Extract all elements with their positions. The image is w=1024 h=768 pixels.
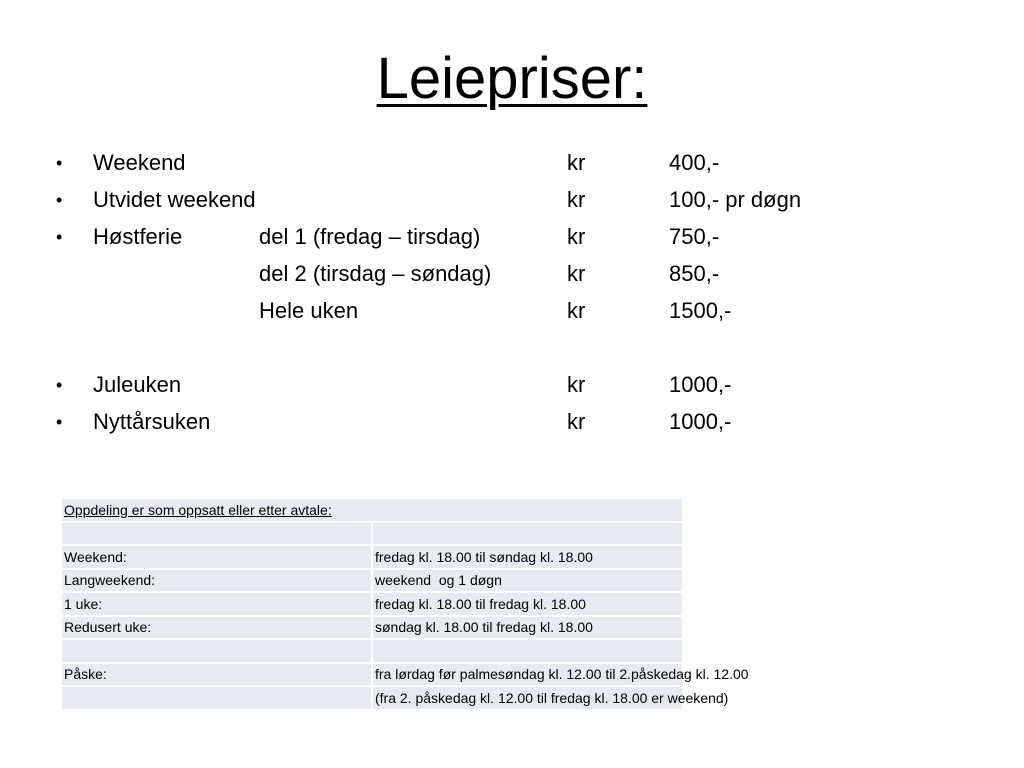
table-header-row — [61, 498, 683, 522]
price-label: Juleuken — [93, 372, 182, 397]
price-row-weekend — [0, 149, 1024, 177]
bullet: • — [56, 227, 63, 247]
price-value: 850,- — [669, 261, 720, 286]
price-value: 1500,- — [669, 298, 732, 323]
term-value — [372, 639, 683, 663]
price-value: 400,- — [669, 150, 720, 175]
table-row — [61, 663, 683, 687]
term-value: fra lørdag før palmesøndag kl. 12.00 til 2.påskedag kl. 12.00 — [372, 663, 683, 687]
term-key — [61, 639, 372, 663]
term-value: fredag kl. 18.00 til søndag kl. 18.00 — [372, 545, 683, 569]
price-label: Utvidet weekend — [93, 187, 256, 212]
table-header: Oppdeling er som oppsatt eller etter avtale: — [61, 498, 683, 522]
term-key — [61, 686, 372, 710]
price-row-hostferie-del-2 — [0, 260, 1024, 288]
term-key: Redusert uke: — [61, 616, 372, 640]
term-value: fredag kl. 18.00 til fredag kl. 18.00 — [372, 592, 683, 616]
price-label: Weekend — [93, 150, 186, 175]
currency-label: kr — [567, 261, 586, 286]
price-value: 750,- — [669, 224, 720, 249]
bullet: • — [56, 190, 63, 210]
term-key: Weekend: — [61, 545, 372, 569]
currency-label: kr — [567, 372, 586, 397]
price-sublabel: del 1 (fredag – tirsdag) — [259, 224, 481, 249]
price-row-hele-uken — [0, 297, 1024, 325]
price-row-juleuken — [0, 371, 1024, 399]
price-row-hostferie — [0, 223, 1024, 251]
table-row — [61, 639, 683, 663]
currency-label: kr — [567, 298, 586, 323]
term-value: (fra 2. påskedag kl. 12.00 til fredag kl. 18.00 er weekend) — [372, 686, 683, 710]
price-value: 1000,- — [669, 372, 732, 397]
price-value: 100,- pr døgn — [669, 187, 802, 212]
price-sublabel: Hele uken — [259, 298, 359, 323]
price-row-utvidet-weekend — [0, 186, 1024, 214]
price-value: 1000,- — [669, 409, 732, 434]
currency-label: kr — [567, 150, 586, 175]
term-key: Påske: — [61, 663, 372, 687]
price-row-nyttarsuken — [0, 408, 1024, 436]
term-value: weekend og 1 døgn — [372, 569, 683, 593]
term-key: Langweekend: — [61, 569, 372, 593]
term-value: søndag kl. 18.00 til fredag kl. 18.00 — [372, 616, 683, 640]
bullet: • — [56, 153, 63, 173]
term-value — [372, 522, 683, 546]
bullet: • — [56, 375, 63, 395]
table-row — [61, 616, 683, 640]
term-key: 1 uke: — [61, 592, 372, 616]
price-sublabel: del 2 (tirsdag – søndag) — [259, 261, 492, 286]
rental-terms-table — [60, 497, 749, 711]
table-row — [61, 686, 683, 710]
table-row — [61, 592, 683, 616]
currency-label: kr — [567, 187, 586, 212]
slide-title-text: Leiepriser: — [376, 46, 648, 111]
bullet: • — [56, 412, 63, 432]
table-row — [61, 569, 683, 593]
term-key — [61, 522, 372, 546]
price-label: Høstferie — [93, 224, 183, 249]
table-row — [61, 545, 683, 569]
currency-label: kr — [567, 409, 586, 434]
currency-label: kr — [567, 224, 586, 249]
table-row — [61, 522, 683, 546]
price-label: Nyttårsuken — [93, 409, 211, 434]
